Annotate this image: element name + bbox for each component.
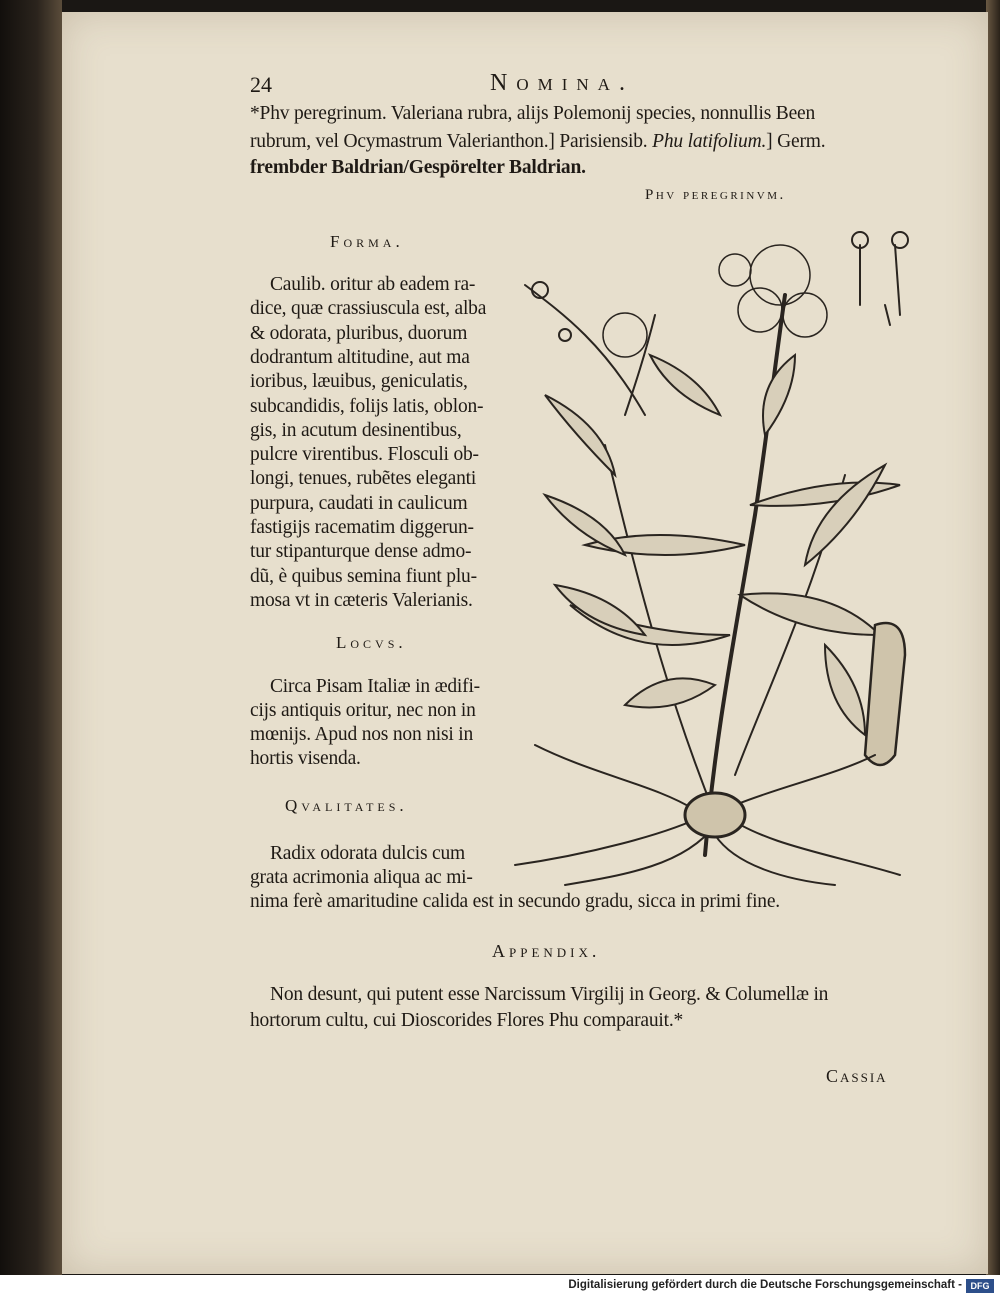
forma-line: dũ, è quibus semina fiunt plu- — [250, 565, 477, 587]
heading-forma: Forma. — [330, 232, 404, 251]
forma-line: dodrantum altitudine, aut ma — [250, 346, 470, 368]
forma-line: dice, quæ crassiuscula est, alba — [250, 298, 487, 320]
qualitates-line: nima ferè amaritudine calida est in secundo gradu, sicca in primi fine. — [250, 891, 780, 912]
synonyms-line-2-text: rubrum, vel Ocymastrum Valerianthon.] Parisiensib. — [250, 131, 648, 152]
dfg-logo: DFG — [966, 1279, 994, 1293]
forma-line: gis, in acutum desinentibus, — [250, 419, 462, 441]
synonyms-line-2-end: ] Germ. — [766, 131, 826, 152]
forma-line: tur stipanturque dense admo- — [250, 541, 472, 563]
forma-line: purpura, caudati in caulicum — [250, 492, 468, 514]
heading-locus: Locvs. — [336, 633, 407, 652]
plant-woodcut-illustration — [505, 215, 915, 895]
synonyms-line-2 — [250, 131, 825, 153]
synonyms-line-3-german: frembder Baldrian/Gespörelter Baldrian. — [250, 157, 586, 178]
forma-line: fastigijs racematim diggerun- — [250, 517, 474, 538]
footer-bar — [0, 1275, 1000, 1297]
synonyms-line-1: *Phv peregrinum. Valeriana rubra, alijs Polemonij species, nonnullis Been — [250, 103, 816, 124]
forma-line: mosa vt in cæteris Valerianis. — [250, 589, 473, 611]
figure-caption: Phv peregrinvm. — [645, 187, 786, 203]
forma-line: pulcre virentibus. Flosculi ob- — [250, 444, 479, 466]
funding-credit: Digitalisierung gefördert durch die Deutsche Forschungsgemeinschaft - — [568, 1279, 962, 1291]
locus-line: cijs antiquis oritur, nec non in — [250, 700, 476, 721]
heading-qualitates: Qvalitates. — [285, 796, 408, 815]
page-number: 24 — [250, 72, 272, 97]
appendix-line: hortorum cultu, cui Dioscorides Flores Phu comparauit.* — [250, 1010, 684, 1031]
forma-line: & odorata, pluribus, duorum — [250, 322, 468, 344]
catchword: Cassia — [826, 1066, 888, 1086]
forma-line: longi, tenues, rubẽtes eleganti — [250, 468, 477, 490]
qualitates-line: grata acrimonia aliqua ac mi- — [250, 867, 473, 888]
qualitates-line: Radix odorata dulcis cum — [270, 843, 466, 864]
forma-line: ioribus, læuibus, geniculatis, — [250, 371, 468, 393]
heading-appendix: Appendix. — [492, 941, 601, 961]
running-head: Nomina. — [490, 70, 634, 96]
book-spine — [0, 0, 62, 1275]
forma-line: subcandidis, folijs latis, oblon- — [250, 395, 484, 417]
locus-line: Circa Pisam Italiæ in ædifi- — [270, 676, 480, 697]
locus-line: mœnijs. Apud nos non nisi in — [250, 724, 474, 745]
locus-line: hortis visenda. — [250, 748, 361, 769]
appendix-line: Non desunt, qui putent esse Narcissum Virgilij in Georg. & Columellæ in — [270, 984, 829, 1005]
forma-line: Caulib. oritur ab eadem ra- — [270, 274, 476, 295]
synonyms-italic-name: Phu latifolium. — [652, 131, 767, 152]
page-edge — [986, 0, 1000, 1275]
